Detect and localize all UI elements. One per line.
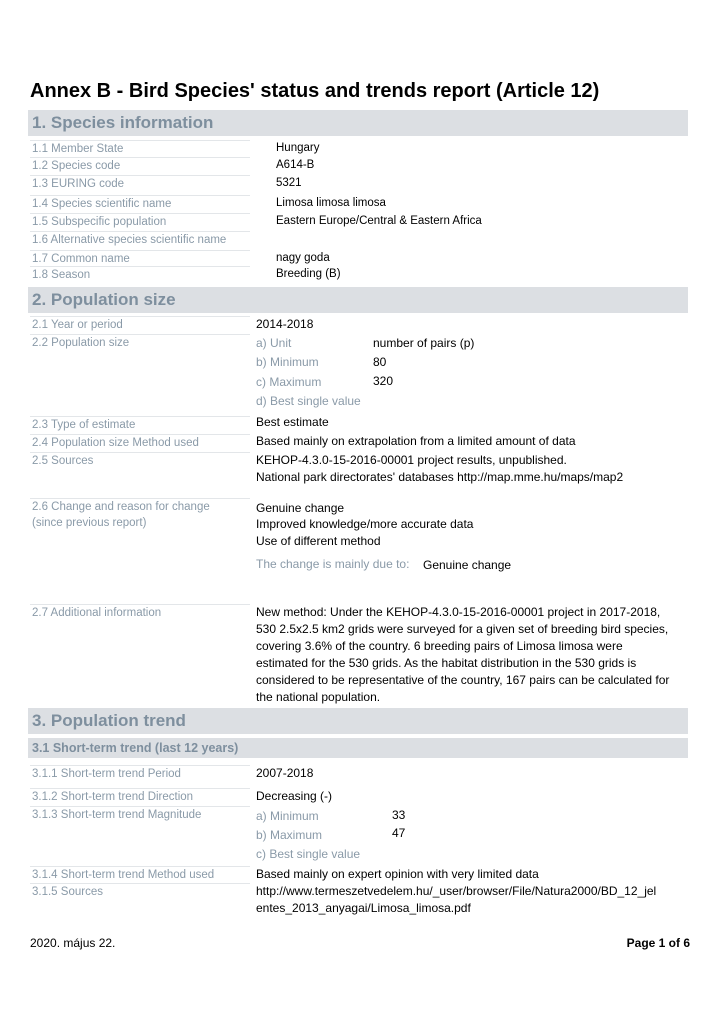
label-change-reason xyxy=(30,498,250,534)
value-trend-maximum: 47 xyxy=(392,826,406,840)
value-minimum: 80 xyxy=(373,355,387,369)
value-trend-sources-line-1[interactable]: http://www.termeszetvedelem.hu/_user/browser/File/Natura2000/BD_12_jel xyxy=(256,884,657,898)
label-change-mainly-due-to: The change is mainly due to: xyxy=(256,557,410,571)
label-trend-best-single-value: c) Best single value xyxy=(256,847,361,861)
value-trend-direction: Decreasing (-) xyxy=(256,789,333,803)
value-additional-line-6: the national population. xyxy=(256,690,381,704)
value-sources-line-1: KEHOP-4.3.0-15-2016-00001 project results, unpublished. xyxy=(256,453,567,467)
value-species-code: A614-B xyxy=(276,159,315,171)
value-euring-code: 5321 xyxy=(276,177,302,189)
value-change-line-2: Improved knowledge/more accurate data xyxy=(256,517,474,531)
value-year-or-period: 2014-2018 xyxy=(256,317,314,331)
label-trend-maximum: b) Maximum xyxy=(256,828,323,842)
label-change-reason-line-2: (since previous report) xyxy=(32,517,147,529)
label-alternative-name: 1.6 Alternative species scientific name xyxy=(30,231,250,248)
value-subspecific-population: Eastern Europe/Central & Eastern Africa xyxy=(276,215,482,227)
label-change-reason-line-1: 2.6 Change and reason for change xyxy=(32,501,210,513)
label-additional-information: 2.7 Additional information xyxy=(30,604,250,621)
value-maximum: 320 xyxy=(373,374,394,388)
value-member-state: Hungary xyxy=(276,142,320,154)
footer-date: 2020. május 22. xyxy=(30,936,116,950)
section-header-species-information: 1. Species information xyxy=(28,110,688,136)
label-trend-period: 3.1.1 Short-term trend Period xyxy=(30,765,250,782)
label-unit: a) Unit xyxy=(256,336,292,350)
label-subspecific-population: 1.5 Subspecific population xyxy=(30,213,250,230)
value-change-line-3: Use of different method xyxy=(256,534,381,548)
value-trend-sources-line-2[interactable]: entes_2013_anyagai/Limosa_limosa.pdf xyxy=(256,901,471,915)
value-trend-minimum: 33 xyxy=(392,808,406,822)
value-change-line-1: Genuine change xyxy=(256,501,345,515)
footer-page-number: Page 1 of 6 xyxy=(626,936,690,950)
label-best-single-value: d) Best single value xyxy=(256,394,361,408)
label-trend-method-used: 3.1.4 Short-term trend Method used xyxy=(30,866,250,883)
label-maximum: c) Maximum xyxy=(256,375,322,389)
section-header-population-size: 2. Population size xyxy=(28,287,688,313)
value-sources-line-2: National park directorates' databases http://map.mme.hu/maps/map2 xyxy=(256,470,624,484)
label-trend-magnitude: 3.1.3 Short-term trend Magnitude xyxy=(30,806,250,823)
label-method-used: 2.4 Population size Method used xyxy=(30,434,250,451)
value-scientific-name: Limosa limosa limosa xyxy=(276,197,386,209)
label-season: 1.8 Season xyxy=(30,266,250,283)
value-change-mainly-due-to: Genuine change xyxy=(423,558,512,572)
label-year-or-period: 2.1 Year or period xyxy=(30,316,250,333)
label-population-size: 2.2 Population size xyxy=(30,334,250,351)
value-type-of-estimate: Best estimate xyxy=(256,415,329,429)
value-trend-method-used: Based mainly on expert opinion with very limited data xyxy=(256,867,539,881)
value-method-used: Based mainly on extrapolation from a limited amount of data xyxy=(256,434,576,448)
page-title: Annex B - Bird Species' status and trends report (Article 12) xyxy=(30,80,600,102)
label-euring-code: 1.3 EURING code xyxy=(30,175,250,192)
label-species-code: 1.2 Species code xyxy=(30,157,250,174)
value-additional-line-1: New method: Under the KEHOP-4.3.0-15-2016-00001 project in 2017-2018, xyxy=(256,605,661,619)
label-member-state: 1.1 Member State xyxy=(30,140,250,157)
label-scientific-name: 1.4 Species scientific name xyxy=(30,195,250,212)
value-common-name: nagy goda xyxy=(276,252,330,264)
label-trend-minimum: a) Minimum xyxy=(256,809,319,823)
label-minimum: b) Minimum xyxy=(256,355,319,369)
label-trend-sources: 3.1.5 Sources xyxy=(30,883,250,900)
label-common-name: 1.7 Common name xyxy=(30,250,250,267)
section-header-population-trend: 3. Population trend xyxy=(28,708,688,734)
value-additional-line-2: 530 2.5x2.5 km2 grids were surveyed for a given set of breeding bird species, xyxy=(256,622,669,636)
label-trend-direction: 3.1.2 Short-term trend Direction xyxy=(30,788,250,805)
value-additional-line-4: estimated for the 530 grids. As the habitat distribution in the 530 grids is xyxy=(256,656,637,670)
label-sources: 2.5 Sources xyxy=(30,452,250,469)
value-unit: number of pairs (p) xyxy=(373,336,475,350)
subsection-header-short-term-trend: 3.1 Short-term trend (last 12 years) xyxy=(28,738,688,758)
value-season: Breeding (B) xyxy=(276,268,341,280)
value-additional-line-5: considered to be representative of the country, 167 pairs can be calculated for xyxy=(256,673,670,687)
value-additional-line-3: covering 3.6% of the country. 6 breeding pairs of Limosa limosa were xyxy=(256,639,623,653)
value-trend-period: 2007-2018 xyxy=(256,766,314,780)
label-type-of-estimate: 2.3 Type of estimate xyxy=(30,416,250,433)
